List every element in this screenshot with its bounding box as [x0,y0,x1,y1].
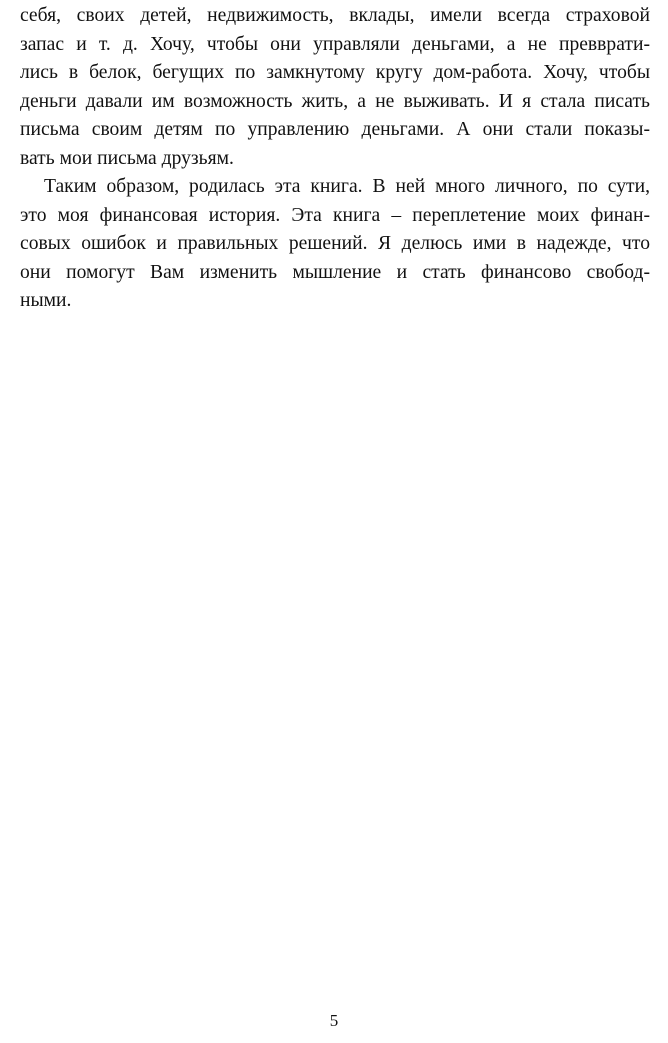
text-line: ными. [20,290,72,311]
page-number: 5 [329,1011,339,1030]
text-line: деньги давали им возможность жить, а не выживать. И я стала писать [20,90,650,112]
text-line: запас и т. д. Хочу, чтобы они управляли деньгами, а не превврати- [20,33,650,55]
text-line: вать мои письма друзьям. [20,147,234,169]
text-line: совых ошибок и правильных решений. Я делюсь ими в надежде, что [20,233,650,254]
text-line: письма своим детям по управлению деньгами. А они стали показы- [20,119,650,140]
text-line: лись в белок, бегущих по замкнутому кругу дом-работа. Хочу, чтобы [20,62,650,83]
text-line: они помогут Вам изменить мышление и стать финансово свобод- [20,261,650,283]
paragraph-1 [20,2,650,173]
paragraph-2 [20,173,650,316]
text-line: себя, своих детей, недвижимость, вклады, имели всегда страховой [20,5,650,26]
text-line: Таким образом, родилась эта книга. В ней много личного, по сути, [44,176,650,197]
body-text [20,2,650,316]
text-line: это моя финансовая история. Эта книга – переплетение моих финан- [20,204,650,226]
